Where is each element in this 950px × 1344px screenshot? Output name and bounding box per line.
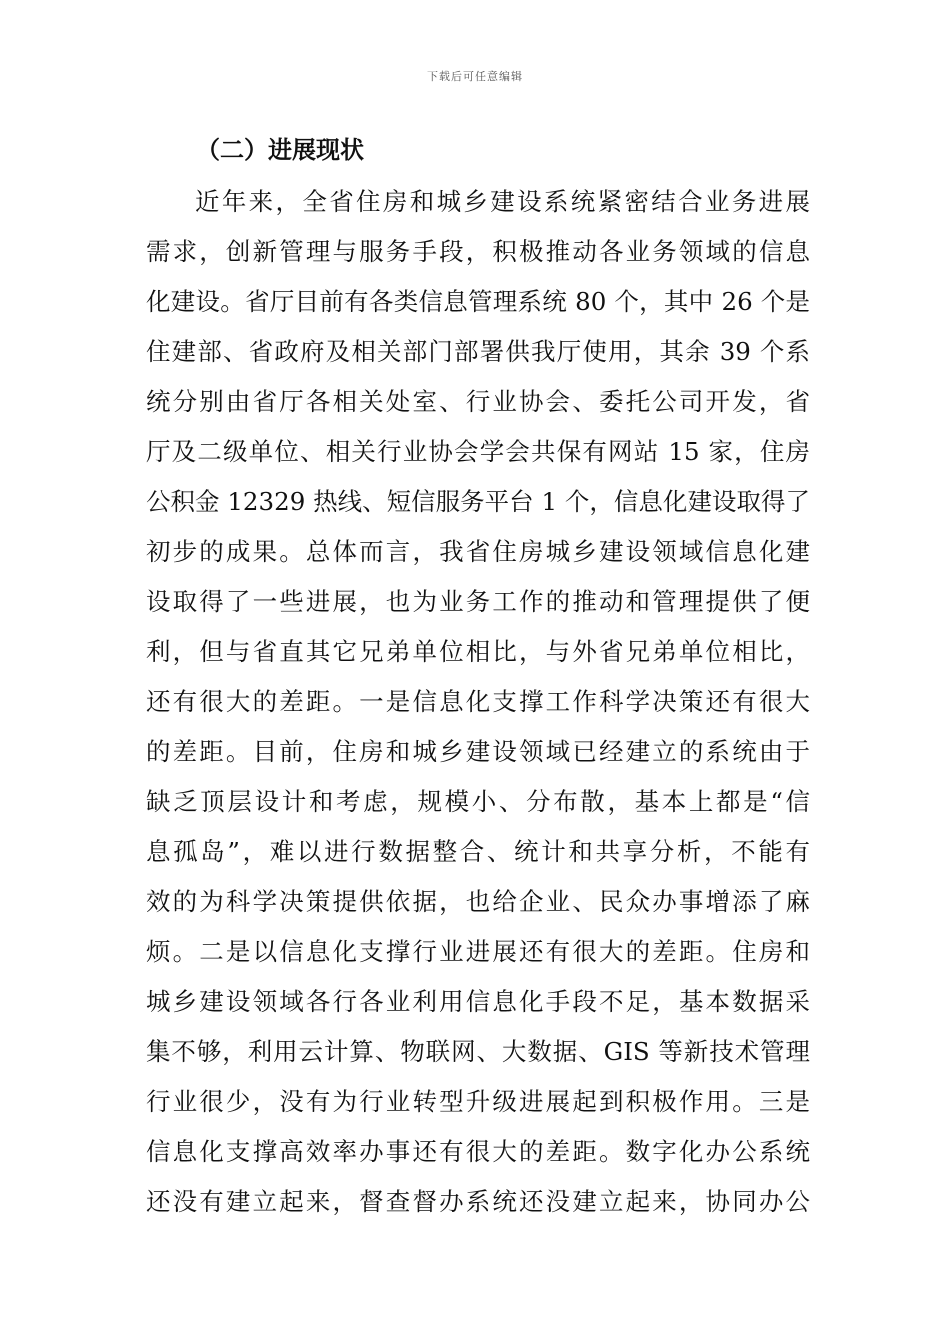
paragraph-line: 统分别由省厅各相关处室、行业协会、委托公司开发，省 — [146, 387, 810, 416]
paragraph-line: 需求，创新管理与服务手段，积极推动各业务领域的信息 — [146, 237, 810, 266]
paragraph-line: 行业很少，没有为行业转型升级进展起到积极作用。三是 — [146, 1087, 810, 1116]
paragraph-line: 效的为科学决策提供依据，也给企业、民众办事增添了麻 — [146, 887, 810, 916]
paragraph-line: 公积金 12329 热线、短信服务平台 1 个，信息化建设取得了 — [146, 487, 810, 516]
section-heading: （二）进展现状 — [196, 136, 364, 164]
paragraph-line: 城乡建设领域各行各业利用信息化手段不足，基本数据采 — [146, 987, 810, 1016]
body-paragraph — [146, 177, 810, 1227]
paragraph-line: 化建设。省厅目前有各类信息管理系统 80 个，其中 26 个是 — [146, 287, 810, 316]
page-header-note: 下载后可任意编辑 — [427, 70, 523, 83]
paragraph-line: 集不够，利用云计算、物联网、大数据、GIS 等新技术管理 — [146, 1037, 810, 1066]
paragraph-line: 息孤岛”，难以进行数据整合、统计和共享分析，不能有 — [146, 837, 810, 866]
paragraph-line: 厅及二级单位、相关行业协会学会共保有网站 15 家，住房 — [146, 437, 810, 466]
paragraph-line: 初步的成果。总体而言，我省住房城乡建设领域信息化建 — [146, 537, 810, 566]
paragraph-line: 住建部、省政府及相关部门部署供我厅使用，其余 39 个系 — [146, 337, 810, 366]
paragraph-line: 信息化支撑高效率办事还有很大的差距。数字化办公系统 — [146, 1137, 810, 1166]
paragraph-line: 利，但与省直其它兄弟单位相比，与外省兄弟单位相比， — [146, 637, 810, 666]
paragraph-line: 的差距。目前，住房和城乡建设领域已经建立的系统由于 — [146, 737, 810, 766]
paragraph-line: 设取得了一些进展，也为业务工作的推动和管理提供了便 — [146, 587, 810, 616]
paragraph-line: 还没有建立起来，督查督办系统还没建立起来，协同办公 — [146, 1187, 810, 1216]
paragraph-line: 缺乏顶层设计和考虑，规模小、分布散，基本上都是“信 — [146, 787, 810, 816]
paragraph-line: 近年来，全省住房和城乡建设系统紧密结合业务进展 — [195, 187, 810, 216]
paragraph-line: 烦。二是以信息化支撑行业进展还有很大的差距。住房和 — [146, 937, 810, 966]
paragraph-line: 还有很大的差距。一是信息化支撑工作科学决策还有很大 — [146, 687, 810, 716]
